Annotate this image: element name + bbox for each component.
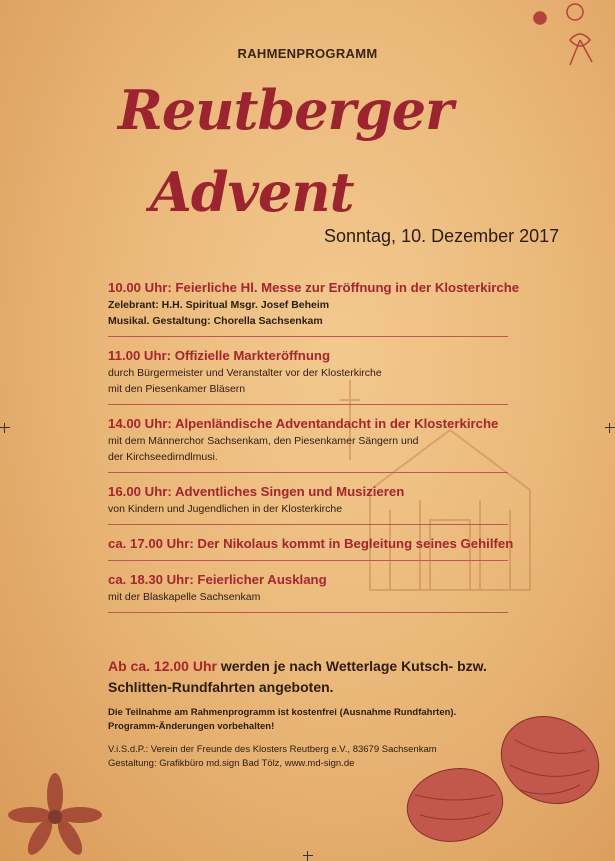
program-item-line: der Kirchseedirndlmusi. — [108, 451, 218, 463]
program-item-heading: 11.00 Uhr: Offizielle Markteröffnung — [108, 348, 331, 363]
credits-line: V.i.S.d.P.: Verein der Freunde des Klosters Reutberg e.V., 83679 Sachsenkam — [108, 744, 437, 755]
rides-text: werden je nach Wetterlage Kutsch- bzw. — [216, 658, 487, 674]
program-item — [108, 346, 508, 405]
star-anise-icon — [0, 765, 110, 861]
participation-note — [108, 706, 508, 733]
program-item-line: mit dem Männerchor Sachsenkam, den Piesenkamer Sängern und — [108, 435, 419, 447]
program-item — [108, 534, 514, 561]
title-line-1: Reutberger — [118, 78, 453, 142]
program-item — [108, 482, 508, 525]
crop-mark — [303, 851, 313, 861]
program-item — [108, 278, 520, 337]
rides-time: Ab ca. 12.00 Uhr — [108, 658, 217, 674]
credits — [108, 743, 508, 771]
program-item-line: Musikal. Gestaltung: Chorella Sachsenkam — [108, 315, 323, 327]
rides-notice — [108, 656, 528, 698]
note-line: Programm-Änderungen vorbehalten! — [108, 720, 275, 732]
credits-line: Gestaltung: Grafikbüro md.sign Bad Tölz, www.md-sign.de — [108, 758, 355, 769]
crop-mark — [0, 423, 10, 433]
program-item — [108, 570, 508, 613]
program-list — [108, 278, 520, 622]
program-item-line: durch Bürgermeister und Veranstalter vor der Klosterkirche — [108, 367, 382, 379]
overline: RAHMENPROGRAMM — [237, 46, 378, 61]
program-item-line: mit der Blaskapelle Sachsenkam — [108, 591, 261, 603]
crop-mark — [605, 423, 615, 433]
ornament-top-right-icon — [515, 0, 615, 80]
rides-text-2: Schlitten-Rundfahrten angeboten. — [108, 679, 334, 695]
program-item — [108, 414, 508, 473]
note-line: Die Teilnahme am Rahmenprogramm ist kostenfrei (Ausnahme Rundfahrten). — [108, 707, 457, 718]
program-item-heading: ca. 17.00 Uhr: Der Nikolaus kommt in Begleitung seines Gehilfen — [108, 536, 514, 551]
program-item-heading: 10.00 Uhr: Feierliche Hl. Messe zur Eröffnung in der Klosterkirche — [108, 280, 520, 295]
title-line-2: Advent — [150, 160, 354, 224]
program-item-heading: 14.00 Uhr: Alpenländische Adventandacht in der Klosterkirche — [108, 416, 499, 431]
event-date: Sonntag, 10. Dezember 2017 — [324, 226, 560, 246]
program-item-line: mit den Piesenkamer Bläsern — [108, 383, 246, 395]
program-item-line: Zelebrant: H.H. Spiritual Msgr. Josef Beheim — [108, 299, 330, 311]
program-item-line: von Kindern und Jugendlichen in der Klosterkirche — [108, 503, 343, 515]
program-item-heading: 16.00 Uhr: Adventliches Singen und Musizieren — [108, 484, 405, 499]
program-item-heading: ca. 18.30 Uhr: Feierlicher Ausklang — [108, 572, 327, 587]
